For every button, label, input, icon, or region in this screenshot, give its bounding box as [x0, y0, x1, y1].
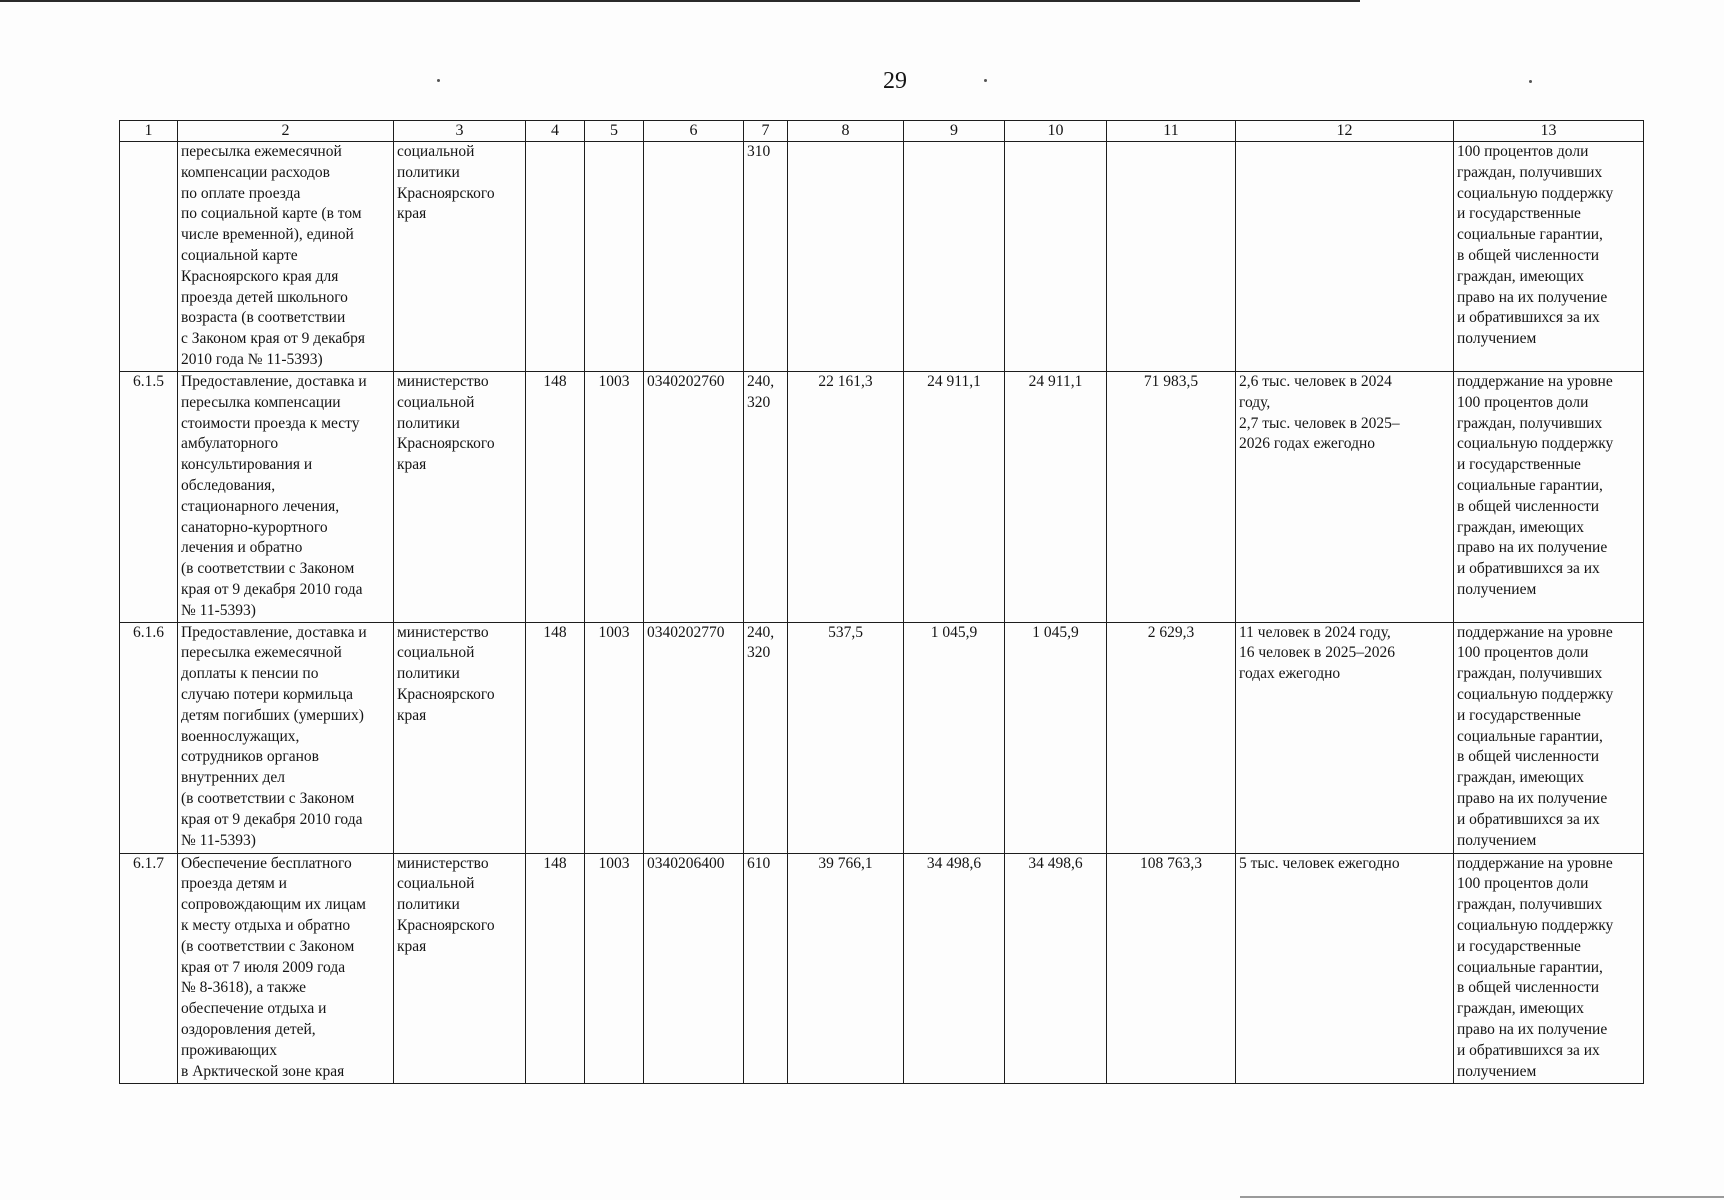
responsible-body: министерство социальной политики Красноярского края [394, 372, 526, 623]
table-row [120, 853, 1644, 1083]
section-code: 1003 [585, 853, 644, 1083]
amount-col-9: 34 498,6 [904, 853, 1005, 1083]
responsible-body: социальной политики Красноярского края [394, 142, 526, 372]
amount-col-10: 1 045,9 [1005, 622, 1107, 853]
amount-col-9: 24 911,1 [904, 372, 1005, 623]
column-header: 9 [904, 121, 1005, 142]
amount-col-8 [788, 142, 904, 372]
measure-description: Предоставление, доставка и пересылка компенсации стоимости проезда к месту амбулаторного консультирования и обследования, стационарного лечения, санаторно-курортного лечения и обратно (в соответствии с Законом края от 9 декабря 2010 года № 11-5393) [178, 372, 394, 623]
amount-col-9 [904, 142, 1005, 372]
item-number: 6.1.6 [120, 622, 178, 853]
responsible-body: министерство социальной политики Красноярского края [394, 853, 526, 1083]
grbs-code: 148 [526, 622, 585, 853]
amount-total: 2 629,3 [1107, 622, 1236, 853]
grbs-code [526, 142, 585, 372]
section-code [585, 142, 644, 372]
grbs-code: 148 [526, 853, 585, 1083]
expense-type-code: 240, 320 [744, 622, 788, 853]
amount-col-9: 1 045,9 [904, 622, 1005, 853]
column-header: 12 [1236, 121, 1454, 142]
amount-total [1107, 142, 1236, 372]
expected-result: 2,6 тыс. человек в 2024 году, 2,7 тыс. человек в 2025– 2026 годах ежегодно [1236, 372, 1454, 623]
measure-description: Предоставление, доставка и пересылка ежемесячной доплаты к пенсии по случаю потери кормильца детям погибших (умерших) военнослужащих, сотрудников органов внутренних дел (в соответствии с Законом края от 9 декабря 2010 года № 11-5393) [178, 622, 394, 853]
table-row [120, 372, 1644, 623]
target-indicator: 100 процентов доли граждан, получивших социальную поддержку и государственные социальные гарантии, в общей численности граждан, имеющих право на их получение и обратившихся за их получением [1454, 142, 1644, 372]
column-header: 7 [744, 121, 788, 142]
target-indicator: поддержание на уровне 100 процентов доли граждан, получивших социальную поддержку и государственные социальные гарантии, в общей численности граждан, имеющих право на их получение и обратившихся за их получением [1454, 372, 1644, 623]
target-article-code: 0340202760 [644, 372, 744, 623]
column-header: 10 [1005, 121, 1107, 142]
page-number: 29 [883, 68, 907, 94]
column-header: 6 [644, 121, 744, 142]
column-header: 5 [585, 121, 644, 142]
column-header: 1 [120, 121, 178, 142]
section-code: 1003 [585, 622, 644, 853]
expense-type-code: 610 [744, 853, 788, 1083]
amount-col-8: 537,5 [788, 622, 904, 853]
column-header: 3 [394, 121, 526, 142]
amount-col-8: 22 161,3 [788, 372, 904, 623]
expense-type-code: 310 [744, 142, 788, 372]
header-row [120, 121, 1644, 142]
table-row [120, 142, 1644, 372]
column-header: 4 [526, 121, 585, 142]
column-header: 8 [788, 121, 904, 142]
item-number: 6.1.7 [120, 853, 178, 1083]
measure-description: Обеспечение бесплатного проезда детям и сопровождающим их лицам к месту отдыха и обратно (в соответствии с Законом края от 7 июля 2009 года № 8-3618), а также обеспечение отдыха и оздоровления детей, проживающих в Арктической зоне края [178, 853, 394, 1083]
target-article-code: 0340202770 [644, 622, 744, 853]
amount-col-8: 39 766,1 [788, 853, 904, 1083]
measure-description: пересылка ежемесячной компенсации расходов по оплате проезда по социальной карте (в том числе временной), единой социальной карте Красноярского края для проезда детей школьного возраста (в соответствии с Законом края от 9 декабря 2010 года № 11-5393) [178, 142, 394, 372]
item-number [120, 142, 178, 372]
amount-col-10: 34 498,6 [1005, 853, 1107, 1083]
expected-result [1236, 142, 1454, 372]
section-code: 1003 [585, 372, 644, 623]
item-number: 6.1.5 [120, 372, 178, 623]
column-header: 11 [1107, 121, 1236, 142]
responsible-body: министерство социальной политики Красноярского края [394, 622, 526, 853]
amount-total: 71 983,5 [1107, 372, 1236, 623]
expected-result: 11 человек в 2024 году, 16 человек в 2025–2026 годах ежегодно [1236, 622, 1454, 853]
amount-col-10 [1005, 142, 1107, 372]
target-indicator: поддержание на уровне 100 процентов доли граждан, получивших социальную поддержку и государственные социальные гарантии, в общей численности граждан, имеющих право на их получение и обратившихся за их получением [1454, 853, 1644, 1083]
column-header: 13 [1454, 121, 1644, 142]
expected-result: 5 тыс. человек ежегодно [1236, 853, 1454, 1083]
amount-col-10: 24 911,1 [1005, 372, 1107, 623]
budget-table [119, 120, 1644, 1084]
target-article-code [644, 142, 744, 372]
expense-type-code: 240, 320 [744, 372, 788, 623]
table-row [120, 622, 1644, 853]
scan-edge-bottom [1240, 1196, 1724, 1198]
scan-edge-top [0, 0, 1360, 2]
target-indicator: поддержание на уровне 100 процентов доли граждан, получивших социальную поддержку и государственные социальные гарантии, в общей численности граждан, имеющих право на их получение и обратившихся за их получением [1454, 622, 1644, 853]
amount-total: 108 763,3 [1107, 853, 1236, 1083]
column-header: 2 [178, 121, 394, 142]
target-article-code: 0340206400 [644, 853, 744, 1083]
grbs-code: 148 [526, 372, 585, 623]
